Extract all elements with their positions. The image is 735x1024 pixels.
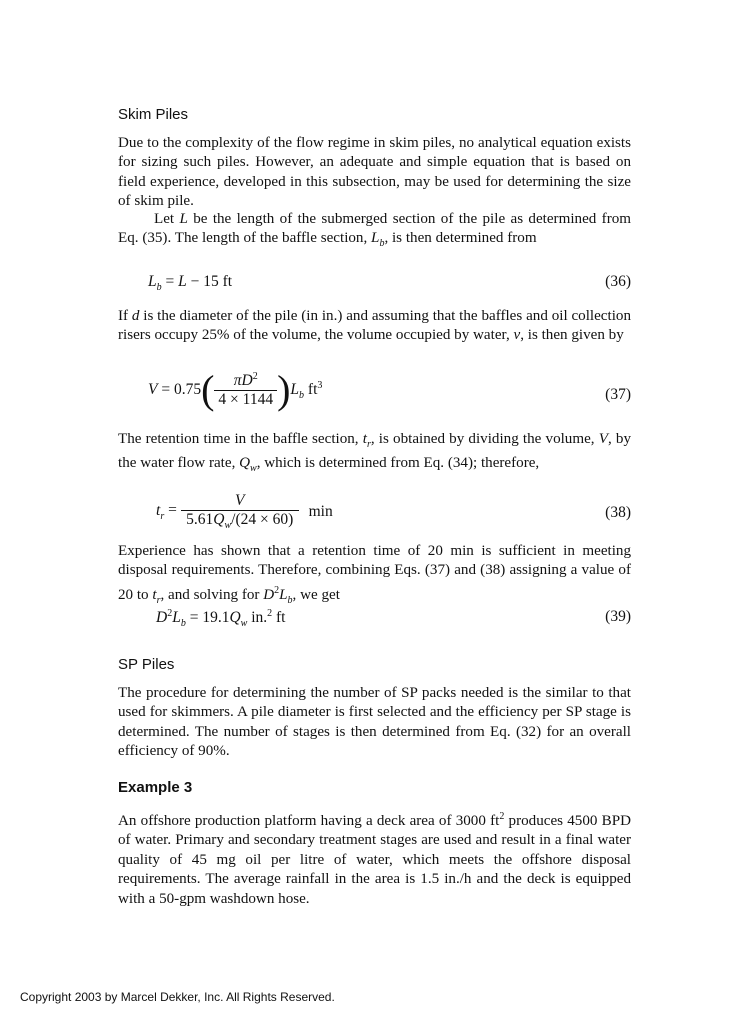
section-heading-sp-piles: SP Piles bbox=[118, 656, 175, 673]
eq38-numerator: V bbox=[234, 492, 245, 509]
eq37-denominator: 4 × 1144 bbox=[214, 390, 277, 409]
paragraph-example-3: An offshore production platform having a deck area of 3000 $ft^2$ produces 4500 BPD of water. Primary and secondary treatment stages are used and result in a final water quality of 45 mg oil per litre of water, which meets the offshore disposal requirements. The average rainfall in the area is 1.5 in./h and the deck is equipped with a 50-gpm washdown hose. bbox=[118, 811, 631, 907]
paragraph-intro: Due to the complexity of the flow regime in skim piles, no analytical equation exists for sizing such piles. However, an adequate and simple equation that is based on field experience, developed in this subsection, may be used for determining the size of skim pile. bbox=[118, 135, 631, 210]
paragraph-experience: Experience has shown that a retention time of 20 min is sufficient in meeting disposal requirements. Therefore, combining Eqs. (37) and (38) assigning a value of 20 to $t_r$, and solving for $D^2L_b$, we get bbox=[118, 543, 631, 606]
copyright-footer: Copyright 2003 by Marcel Dekker, Inc. All Rights Reserved. bbox=[20, 990, 335, 1004]
section-heading-skim-piles: Skim Piles bbox=[118, 106, 189, 123]
paragraph-sp-piles: The procedure for determining the number of SP packs needed is the similar to that used for skimmers. A pile diameter is first selected and the efficiency per SP stage is determined. The number of stages is then determined from Eq. (32) for an overall efficiency of 90%. bbox=[118, 685, 631, 760]
equation-number: (37) bbox=[605, 386, 631, 403]
equation-number: (36) bbox=[605, 273, 631, 290]
eq38-unit: min bbox=[308, 502, 333, 520]
equation-36: $L_b = L - 15$ ft (36) bbox=[148, 273, 631, 294]
equation-37: V = 0.75( $\frac{\pi D^2}{4 \times 1144}$ )$L_b$ $ft^3$ (37) bbox=[148, 367, 631, 412]
equation-38: $t_r$ = $\frac{V}{5.61Q_w/(24 \times 60)}$ min (38) bbox=[156, 492, 631, 532]
paragraph-retention-time: The retention time in the baffle section, $t_r$, is obtained by dividing the volume, V, by the water flow rate, $Q_w$, which is determined from Eq. (34); therefore, bbox=[118, 431, 632, 475]
paragraph-length-definition: Let L be the length of the submerged section of the pile as determined from Eq. (35). The length of the baffle section, $L_b$, is then determined from bbox=[118, 211, 632, 250]
equation-number: (39) bbox=[605, 608, 631, 625]
equation-39: $D^2L_b = 19.1Q_w$ in.$^2$ ft (39) bbox=[156, 608, 631, 630]
paragraph-volume-assumption: If d is the diameter of the pile (in in.) and assuming that the baffles and oil collection risers occupy 25% of the volume, the volume occupied by water, v, is then given by bbox=[118, 308, 631, 344]
section-heading-example-3: Example 3 bbox=[118, 779, 193, 796]
equation-number: (38) bbox=[605, 504, 631, 521]
